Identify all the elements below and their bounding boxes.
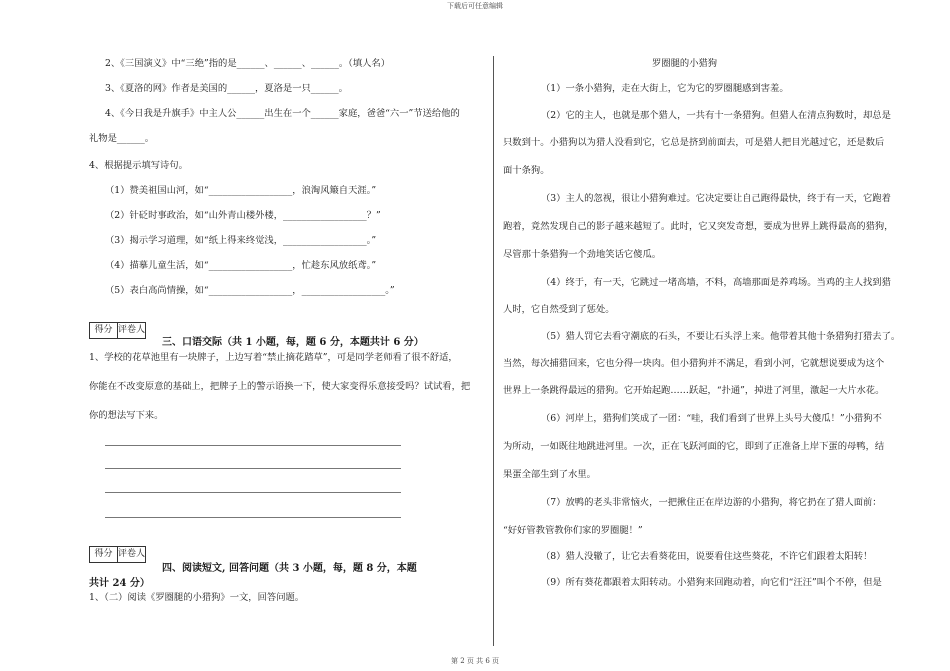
poem-item-3: （3）揭示学习道理，如“纸上得来终觉浅，__________________。” <box>105 235 377 246</box>
passage-line: （3）主人的忽视，很让小猎狗难过。它决定要让自己跑得最快，终于有一天，它跑着 <box>541 193 891 204</box>
grader-label: 评卷人 <box>118 549 146 559</box>
passage-line: （7）放鸭的老头非常恼火，一把揪住正在岸边游的小猎狗，将它扔在了猎人面前： <box>541 497 882 508</box>
score-label: 得分 <box>90 547 118 562</box>
section-4-q1: 1、（二）阅读《罗圈腿的小猎狗》一文，回答问题。 <box>89 592 305 603</box>
section-3-q1-line2: 你能在不改变原意的基础上，把牌子上的警示语换一下，使大家变得乐意接受吗？试试看，把 <box>89 381 471 392</box>
page-footer: 第 2 页 共 6 页 <box>450 657 500 665</box>
poem-fill-prompt: 4、根据提示填写诗句。 <box>89 160 188 171</box>
passage-line: 只数到十。小猎狗以为猎人没看到它，它总是挤到前面去，可是猎人把目光越过它，还是数后 <box>503 137 885 148</box>
passage-line: （8）猎人没辙了，让它去看葵花田，说要看住这些葵花，不许它们跟着太阳转！ <box>541 551 873 562</box>
score-box <box>89 322 146 339</box>
passage-line: 世界上一条跳得最远的猎狗。它开始起跑……跃起，“扑通”，掉进了河里，激起一大片水花。 <box>503 385 885 396</box>
section-3-q1-line1: 1、学校的花草池里有一块牌子，上边写着“禁止摘花踏草”，可是同学老师看了很不舒适， <box>89 352 458 363</box>
question-3: 3、《夏洛的网》作者是美国的______，夏洛是一只______。 <box>105 83 348 94</box>
passage-line: 当然，每次捕猎回来，它也分得一块肉。但小猎狗并不满足，看到小河，它就想说要成为这个 <box>503 358 885 369</box>
section-4-title-line1: 四、阅读短文, 回答问题（共 3 小题，每，题 8 分，本题 <box>162 563 417 574</box>
passage-line: 尽管那十条猎狗一个劲地笑话它傻瓜。 <box>503 249 662 260</box>
passage-line: “好好管教管教你们家的罗圈腿！” <box>503 525 643 536</box>
answer-line <box>105 468 401 469</box>
passage-line: （6）河岸上，猎狗们笑成了一团：“哇，我们看到了世界上头号大傻瓜！”小猎狗不 <box>541 413 882 424</box>
grader-label: 评卷人 <box>118 325 146 335</box>
section-3-q1-line3: 你的想法写下来。 <box>89 410 164 421</box>
score-box <box>89 546 146 563</box>
passage-line: 面十条狗。 <box>503 165 550 176</box>
passage-line: （2）它的主人，也就是那个猎人，一共有十一条猎狗。但猎人在清点狗数时，却总是 <box>541 110 891 121</box>
answer-line <box>105 445 401 446</box>
section-4-title-line2: 共计 24 分） <box>89 578 150 589</box>
poem-item-5: （5）表白高尚情操，如“__________________，__________________。” <box>105 285 395 296</box>
section-3-title: 三、口语交际（共 1 小题，每，题 6 分，本题共计 6 分） <box>162 337 424 348</box>
column-divider <box>493 56 494 646</box>
passage-line: （5）猎人罚它去看守潮底的石头，不要让石头浮上来。他带着其他十条猎狗打猎去了。 <box>541 331 901 342</box>
passage-line: 为所动，一如既往地跳进河里。一次，正在飞跃河面的它，即到了正准备上岸下蛋的母鸭，结 <box>503 441 885 452</box>
question-4-line1: 4、《今日我是升旗手》中主人公______出生在一个______家庭，爸爸“六一”节送给他的 <box>105 108 460 119</box>
question-4-line2: 礼物是______。 <box>89 133 155 144</box>
answer-line <box>105 517 401 518</box>
passage-line: 果蛋全部生到了水里。 <box>503 469 596 480</box>
passage-line: （9）所有葵花都跟着太阳转动。小猎狗来回跑动着，向它们“汪汪”叫个不停，但是 <box>541 577 882 588</box>
answer-line <box>105 492 401 493</box>
poem-item-4: （4）描摹儿童生活，如“__________________，忙趁东风放纸鸢。” <box>105 260 377 271</box>
question-2: 2、《三国演义》中“三绝”指的是______、______、______。（填人名） <box>105 58 391 69</box>
poem-item-1: （1）赞美祖国山河，如“__________________，浪淘风簸自天涯。” <box>105 185 377 196</box>
passage-line: （4）终于，有一天，它跳过一堵高墙，不料，高墙那面是养鸡场。当鸡的主人找到猎 <box>541 277 891 288</box>
header-note: 下载后可任意编辑 <box>447 2 503 10</box>
score-label: 得分 <box>90 323 118 338</box>
passage-title: 罗圈腿的小猎狗 <box>652 58 718 69</box>
passage-line: （1）一条小猎狗，走在大街上，它为它的罗圈腿感到害羞。 <box>541 83 789 94</box>
passage-line: 跑着，竟然发现自己的影子越来越短了。此时，它又突发奇想，要成为世界上跳得最高的猎狗， <box>503 221 894 232</box>
poem-item-2: （2）针砭时事政治，如“山外青山楼外楼，__________________？” <box>105 210 381 221</box>
passage-line: 人时，它自然受到了惩处。 <box>503 304 615 315</box>
